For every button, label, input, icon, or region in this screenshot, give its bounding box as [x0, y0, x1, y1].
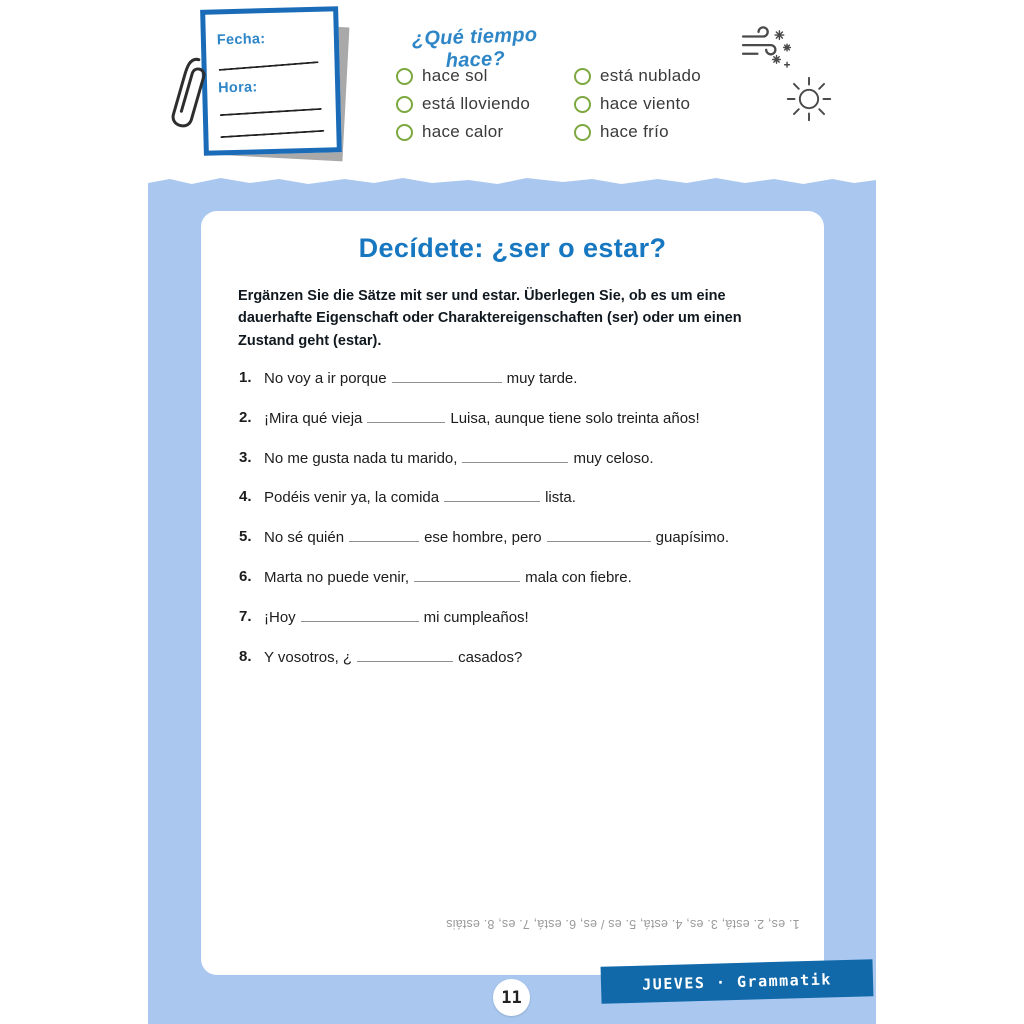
exercise-item-6	[239, 568, 796, 608]
weather-option-esta-nublado	[574, 62, 701, 90]
exercise-number: 5.	[239, 528, 252, 546]
exercise-text	[264, 449, 796, 468]
exercise-text	[264, 568, 796, 587]
exercise-text	[264, 488, 796, 507]
exercise-text-post: muy celoso.	[573, 449, 654, 467]
answer-blank[interactable]	[349, 528, 419, 542]
exercise-number: 3.	[239, 448, 252, 466]
answer-key-upside-down: 1. es, 2. está, 3. es, 4. está, 5. es / es, 6. está, 7. es, 8. estáis	[446, 917, 800, 931]
circle-checkbox[interactable]	[396, 68, 413, 85]
hora-label: Hora:	[217, 79, 258, 97]
day-banner	[601, 959, 874, 1004]
weather-options-column-2	[574, 62, 701, 146]
circle-checkbox[interactable]	[574, 68, 591, 85]
exercise-number: 4.	[239, 488, 252, 506]
blowing-snow-icon	[740, 26, 792, 70]
weather-option-hace-sol	[396, 62, 530, 90]
exercise-card	[201, 211, 824, 975]
exercise-text-post: Luisa, aunque tiene solo treinta años!	[450, 409, 700, 427]
weather-option-label: está lloviendo	[422, 94, 531, 113]
exercise-text-pre: No me gusta nada tu marido,	[264, 449, 458, 467]
exercise-instructions: Ergänzen Sie die Sätze mit ser und estar. Überlegen Sie, ob es um eine dauerhafte Eigenschaft oder Charaktereigenschaften (ser) oder um einen Zustand geht (estar).	[238, 288, 742, 349]
answer-blank[interactable]	[392, 369, 502, 383]
answer-blank[interactable]	[357, 648, 453, 662]
fecha-writing-line[interactable]	[219, 61, 319, 71]
circle-checkbox[interactable]	[574, 124, 591, 141]
exercise-number: 2.	[239, 408, 252, 426]
exercise-number: 1.	[239, 369, 252, 386]
weather-option-label: está nublado	[600, 66, 701, 85]
exercise-text-pre: ¡Mira qué vieja	[264, 409, 363, 427]
exercise-text	[264, 369, 796, 388]
exercise-text	[264, 528, 796, 547]
exercise-number: 6.	[239, 567, 252, 585]
weather-option-hace-calor	[396, 118, 530, 146]
exercise-text-post: guapísimo.	[655, 529, 730, 547]
date-time-note-card	[200, 6, 342, 156]
answer-blank[interactable]	[444, 488, 540, 502]
exercise-number: 7.	[239, 607, 252, 625]
exercise-text-post: casados?	[458, 648, 523, 666]
circle-checkbox[interactable]	[396, 96, 413, 113]
circle-checkbox[interactable]	[396, 124, 413, 141]
answer-blank[interactable]	[367, 409, 445, 423]
exercise-text-pre: Marta no puede venir,	[264, 568, 410, 586]
weather-option-label: hace viento	[600, 94, 691, 113]
exercise-item-2	[239, 409, 796, 449]
exercise-item-4	[239, 488, 796, 528]
exercise-list	[239, 369, 796, 687]
exercise-text-pre: Y vosotros, ¿	[264, 648, 353, 666]
weather-question-title: ¿Qué tiempo hace?	[411, 23, 538, 73]
weather-option-label: hace frío	[600, 122, 669, 141]
weather-option-label: hace sol	[422, 66, 488, 85]
extra-writing-line[interactable]	[220, 130, 324, 138]
exercise-text	[264, 648, 796, 667]
answer-blank[interactable]	[462, 449, 568, 463]
exercise-title: Decídete: ¿ser o estar?	[358, 233, 667, 263]
answer-blank[interactable]	[301, 608, 419, 622]
exercise-text-pre: ¡Hoy	[264, 608, 296, 626]
exercise-text-pre: No sé quién	[264, 529, 345, 547]
answer-blank[interactable]	[414, 568, 520, 582]
sun-icon	[782, 72, 836, 126]
exercise-text-post: muy tarde.	[506, 370, 578, 387]
exercise-text-post: lista.	[545, 489, 576, 507]
page-number-badge	[493, 979, 530, 1016]
weather-option-hace-viento	[574, 90, 701, 118]
page-number: 11	[501, 987, 522, 1008]
exercise-item-8	[239, 648, 796, 688]
exercise-item-7	[239, 608, 796, 648]
exercise-text-mid: ese hombre, pero	[424, 529, 542, 547]
exercise-text	[264, 608, 796, 627]
day-banner-label: JUEVES · Grammatik	[642, 969, 832, 994]
circle-checkbox[interactable]	[574, 96, 591, 113]
answer-blank[interactable]	[547, 528, 651, 542]
exercise-item-5	[239, 528, 796, 568]
weather-option-label: hace calor	[422, 122, 504, 141]
exercise-text-pre: Podéis venir ya, la comida	[264, 489, 440, 507]
exercise-text	[264, 409, 796, 428]
weather-option-hace-frio	[574, 118, 701, 146]
fecha-label: Fecha:	[216, 31, 266, 49]
weather-options-column-1	[396, 62, 530, 146]
exercise-text-post: mala con fiebre.	[525, 568, 632, 586]
hora-writing-line[interactable]	[220, 108, 322, 116]
exercise-number: 8.	[239, 647, 252, 665]
exercise-item-3	[239, 449, 796, 489]
exercise-item-1	[239, 369, 796, 409]
exercise-text-post: mi cumpleaños!	[423, 608, 529, 626]
exercise-text-pre: No voy a ir porque	[264, 370, 387, 387]
weather-option-esta-lloviendo	[396, 90, 530, 118]
